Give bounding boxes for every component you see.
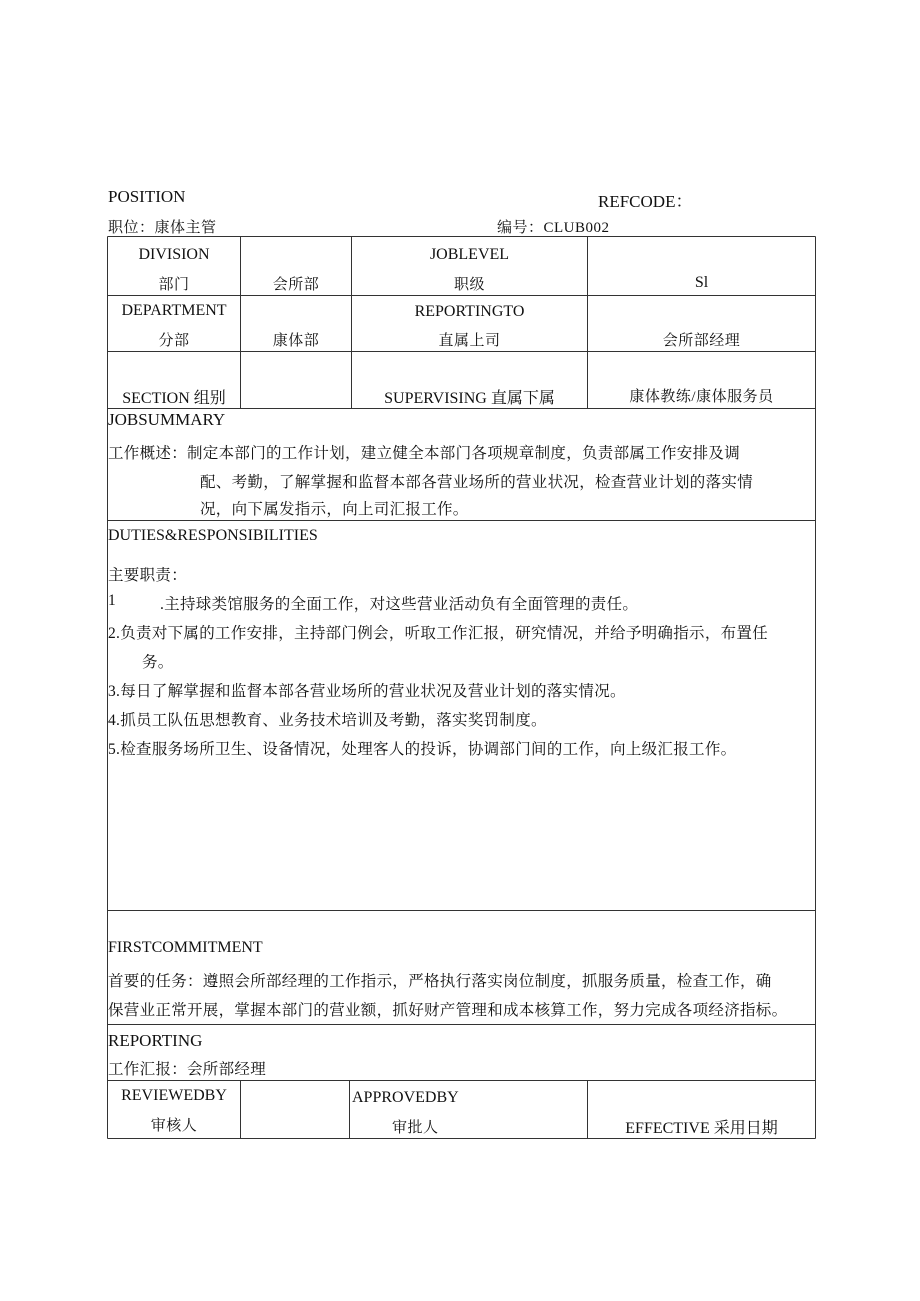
duty-item-5: 5.检查服务场所卫生、设备情况，处理客人的投诉，协调部门间的工作，向上级汇报工作。: [108, 741, 737, 758]
position-label-cn: 职位：康体主管: [108, 220, 217, 236]
duty-item-4: 4.抓员工队伍思想教育、业务技术培训及考勤，落实奖罚制度。: [108, 712, 547, 729]
job-summary-line-1: 工作概述：制定本部门的工作计划，建立健全本部门各项规章制度，负责部属工作安排及调: [108, 445, 741, 462]
section-label: SECTION 组别: [122, 390, 226, 407]
joblevel-label-cn: 职级: [453, 277, 485, 293]
duty-item-1: .主持球类馆服务的全面工作，对这些营业活动负有全面管理的责任。: [160, 596, 639, 613]
position-label-en: POSITION: [108, 187, 186, 206]
department-value: 康体部: [272, 333, 320, 349]
division-value: 会所部: [272, 277, 320, 293]
duties-title: DUTIES&RESPONSIBILITIES: [108, 527, 318, 544]
department-label-en: DEPARTMENT: [121, 302, 227, 319]
refcode-label-cn: 编号：CLUB002: [497, 220, 610, 236]
duties-subtitle: 主要职责：: [108, 567, 188, 584]
job-summary-line-2: 配、考勤，了解掌握和监督本部各营业场所的营业状况，检查营业计划的落实情: [200, 474, 754, 491]
department-label-cn: 分部: [158, 333, 190, 349]
reporting-to-label-en: REPORTINGTO: [414, 303, 525, 320]
reporting-title: REPORTING: [108, 1031, 203, 1050]
approved-by-label-en: APPROVEDBY: [352, 1089, 459, 1106]
supervising-label: SUPERVISING 直属下属: [384, 390, 555, 407]
joblevel-value: Sl: [694, 274, 709, 291]
effective-date-label: EFFECTIVE 采用日期: [625, 1120, 778, 1137]
duty-item-1-number: 1: [108, 592, 117, 609]
reporting-to-value: 会所部经理: [662, 333, 741, 349]
first-commitment-title: FIRSTCOMMITMENT: [108, 939, 263, 956]
division-label-en: DIVISION: [138, 246, 210, 263]
reviewed-by-label-en: REVIEWEDBY: [121, 1087, 227, 1104]
joblevel-label-en: JOBLEVEL: [429, 246, 510, 263]
refcode-label-en: REFCODE：: [598, 192, 693, 211]
duty-item-2-line-2: 务。: [142, 654, 174, 671]
job-summary-line-3: 况，向下属发指示，向上司汇报工作。: [200, 501, 469, 518]
first-commitment-line-2: 保营业正常开展，掌握本部门的营业额，抓好财产管理和成本核算工作，努力完成各项经济指标。: [108, 1002, 788, 1019]
duty-item-3: 3.每日了解掌握和监督本部各营业场所的营业状况及营业计划的落实情况。: [108, 683, 626, 700]
reviewed-by-label-cn: 审核人: [150, 1118, 198, 1134]
reporting-text: 工作汇报：会所部经理: [108, 1061, 267, 1078]
duty-item-2-line-1: 2.负责对下属的工作安排，主持部门例会，听取工作汇报，研究情况，并给予明确指示，布置任: [108, 625, 769, 642]
division-label-cn: 部门: [158, 277, 190, 293]
supervising-value: 康体教练/康体服务员: [629, 389, 774, 405]
job-summary-title: JOBSUMMARY: [108, 410, 226, 429]
first-commitment-line-1: 首要的任务：遵照会所部经理的工作指示，严格执行落实岗位制度，抓服务质量，检查工作，确: [108, 973, 772, 990]
approved-by-label-cn: 审批人: [392, 1120, 439, 1136]
reporting-to-label-cn: 直属上司: [438, 333, 501, 349]
